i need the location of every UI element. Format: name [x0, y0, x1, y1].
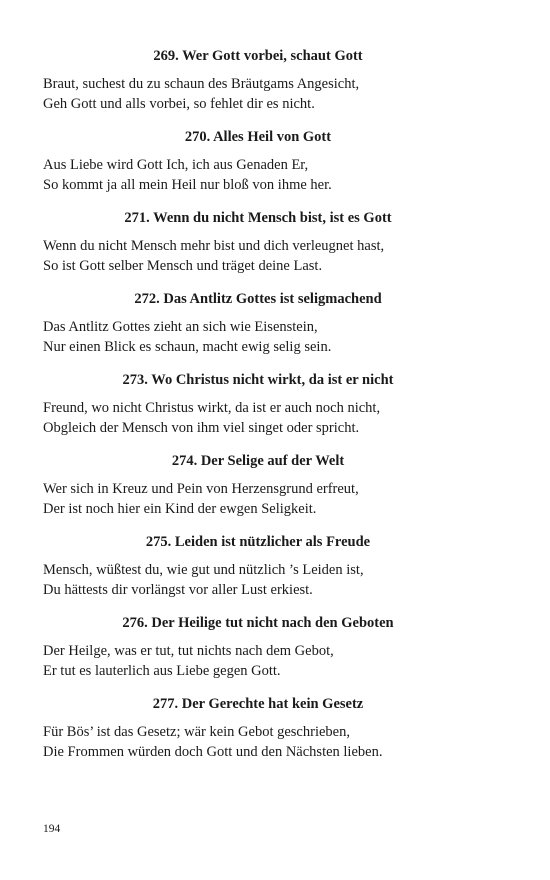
poem-line: Das Antlitz Gottes zieht an sich wie Eisenstein,	[43, 319, 318, 335]
poem-273	[43, 370, 473, 438]
poem-title: 269. Wer Gott vorbei, schaut Gott	[153, 48, 363, 64]
poem-275	[43, 532, 473, 600]
poem-line: Der ist noch hier ein Kind der ewgen Seligkeit.	[43, 501, 317, 517]
poem-line: So kommt ja all mein Heil nur bloß von ihme her.	[43, 177, 332, 193]
page-number: 194	[43, 823, 61, 835]
poem-title: 274. Der Selige auf der Welt	[171, 453, 345, 469]
poem-line: Braut, suchest du zu schaun des Bräutgams Angesicht,	[43, 76, 360, 92]
poem-271	[43, 208, 473, 276]
poem-270	[43, 127, 473, 195]
poem-line: Wenn du nicht Mensch mehr bist und dich verleugnet hast,	[43, 238, 385, 254]
poem-line: Die Frommen würden doch Gott und den Nächsten lieben.	[43, 744, 383, 760]
page-body	[43, 46, 473, 775]
poem-line: Freund, wo nicht Christus wirkt, da ist er auch noch nicht,	[43, 400, 381, 416]
poem-line: Geh Gott und alls vorbei, so fehlet dir es nicht.	[43, 96, 315, 112]
poem-274	[43, 451, 473, 519]
poem-line: Mensch, wüßtest du, wie gut und nützlich ’s Leiden ist,	[43, 562, 364, 578]
poem-269	[43, 46, 473, 114]
poem-line: Aus Liebe wird Gott Ich, ich aus Genaden Er,	[43, 157, 309, 173]
poem-title: 276. Der Heilige tut nicht nach den Geboten	[122, 615, 394, 631]
poem-line: Obgleich der Mensch von ihm viel singet oder spricht.	[43, 420, 360, 436]
poem-272	[43, 289, 473, 357]
poem-276	[43, 613, 473, 681]
poem-title: 271. Wenn du nicht Mensch bist, ist es Gott	[124, 210, 392, 226]
poem-title: 277. Der Gerechte hat kein Gesetz	[152, 696, 364, 712]
poem-title: 272. Das Antlitz Gottes ist seligmachend	[134, 291, 382, 307]
poem-277	[43, 694, 473, 762]
poem-title: 270. Alles Heil von Gott	[184, 129, 332, 145]
poem-line: Er tut es lauterlich aus Liebe gegen Gott.	[43, 663, 281, 679]
poem-line: Der Heilge, was er tut, tut nichts nach dem Gebot,	[43, 643, 334, 659]
poem-line: Du hättests dir vorlängst vor aller Lust erkiest.	[43, 582, 313, 598]
poem-line: Nur einen Blick es schaun, macht ewig selig sein.	[43, 339, 332, 355]
poem-title: 275. Leiden ist nützlicher als Freude	[145, 534, 371, 550]
poem-line: So ist Gott selber Mensch und träget deine Last.	[43, 258, 323, 274]
poem-title: 273. Wo Christus nicht wirkt, da ist er nicht	[122, 372, 394, 388]
poem-line: Wer sich in Kreuz und Pein von Herzensgrund erfreut,	[43, 481, 359, 497]
poem-line: Für Bös’ ist das Gesetz; wär kein Gebot geschrieben,	[43, 724, 350, 740]
